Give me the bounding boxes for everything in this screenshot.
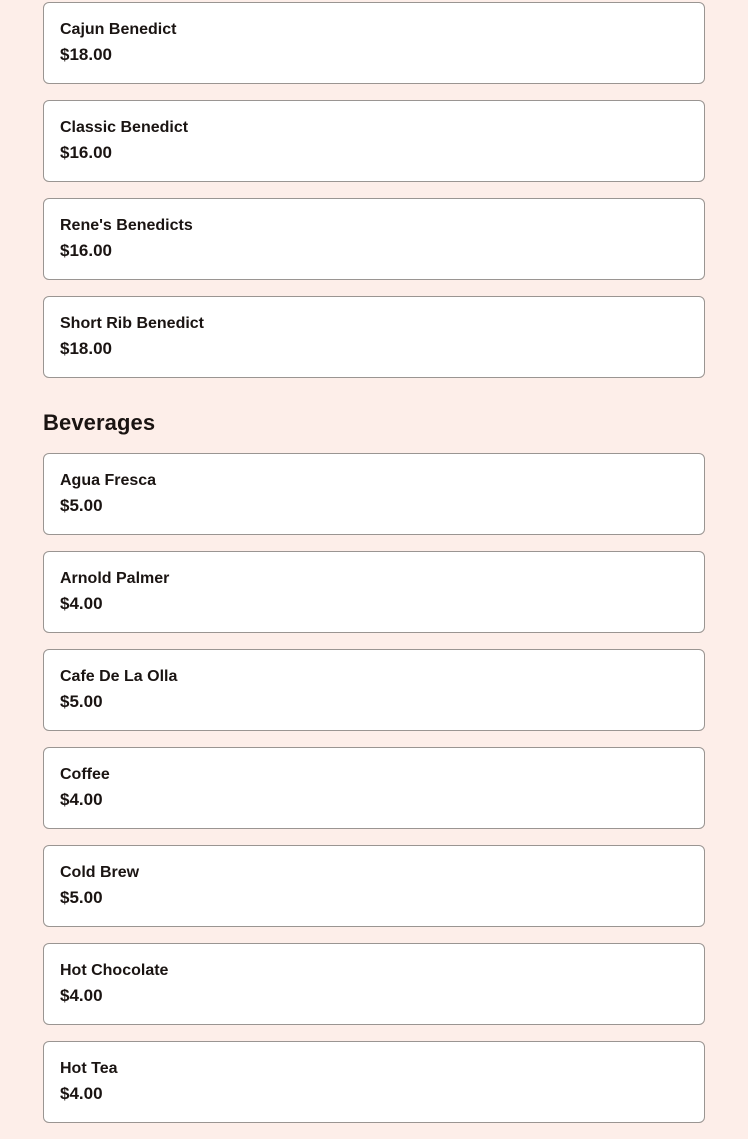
menu-item-name: Rene's Benedicts: [60, 217, 193, 234]
menu-item-name: Hot Chocolate: [60, 962, 169, 979]
menu-item-price: $18.00: [60, 339, 112, 358]
menu-item-price: $5.00: [60, 496, 103, 515]
menu-item-price: $5.00: [60, 692, 103, 711]
menu-item-price: $4.00: [60, 986, 103, 1005]
menu-item-name: Coffee: [60, 766, 110, 783]
menu-item-name: Cafe De La Olla: [60, 668, 178, 685]
menu-item-price: $5.00: [60, 888, 103, 907]
menu-item-name: Classic Benedict: [60, 119, 189, 136]
menu-item-name: Arnold Palmer: [60, 570, 170, 587]
menu-item-card[interactable]: [43, 943, 705, 1025]
menu-item-price: $16.00: [60, 143, 112, 162]
menu-item-card[interactable]: [43, 551, 705, 633]
benedicts-section: [43, 2, 705, 378]
menu-item-card[interactable]: [43, 296, 705, 378]
menu-item-price: $4.00: [60, 594, 103, 613]
menu-item-name: Cajun Benedict: [60, 21, 177, 38]
menu-item-card[interactable]: [43, 845, 705, 927]
menu-item-price: $4.00: [60, 1084, 103, 1103]
menu-item-name: Agua Fresca: [60, 472, 157, 489]
menu-item-card[interactable]: [43, 2, 705, 84]
menu-item-card[interactable]: [43, 100, 705, 182]
menu-item-card[interactable]: [43, 453, 705, 535]
menu-item-card[interactable]: [43, 649, 705, 731]
menu-item-name: Short Rib Benedict: [60, 315, 205, 332]
menu-item-price: $16.00: [60, 241, 112, 260]
menu-item-price: $4.00: [60, 790, 103, 809]
menu-item-card[interactable]: [43, 1041, 705, 1123]
menu-item-name: Cold Brew: [60, 864, 140, 881]
menu-item-card[interactable]: [43, 747, 705, 829]
menu-item-price: $18.00: [60, 45, 112, 64]
menu-item-card[interactable]: [43, 198, 705, 280]
section-title: Beverages: [43, 410, 156, 435]
menu-list: [43, 2, 705, 1139]
beverages-section: [43, 378, 705, 1123]
menu-item-name: Hot Tea: [60, 1060, 118, 1077]
